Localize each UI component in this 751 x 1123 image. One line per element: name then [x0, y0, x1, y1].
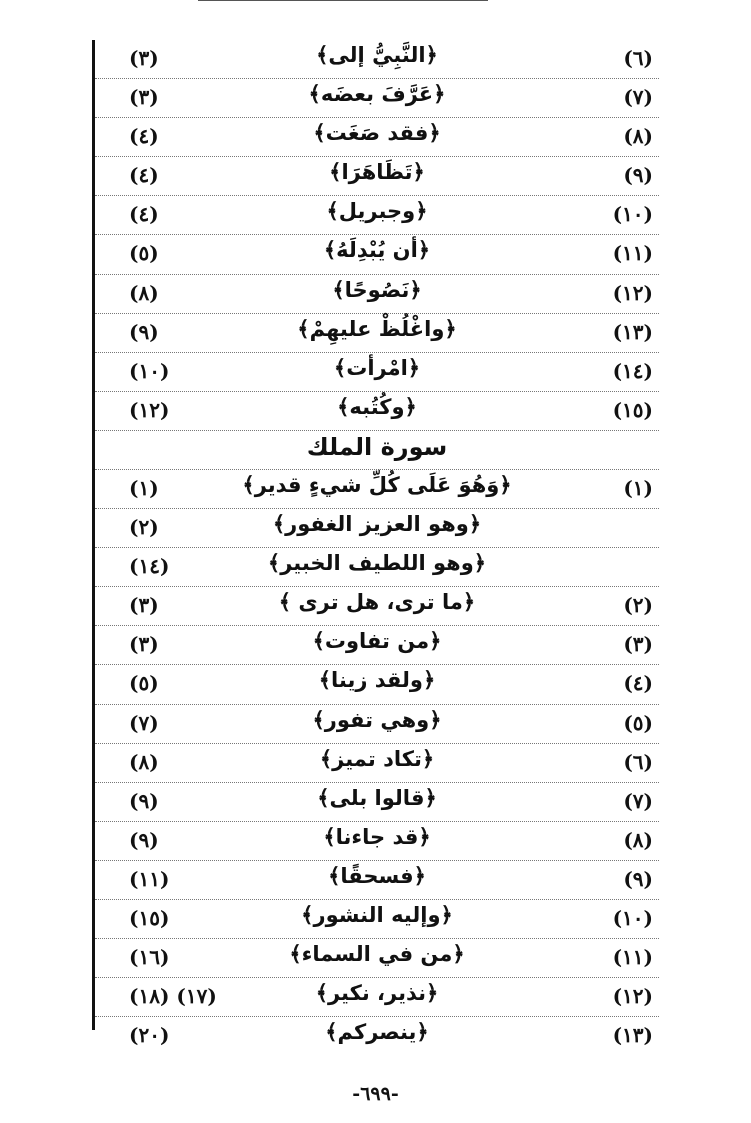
index-row [95, 665, 659, 704]
index-row [95, 939, 659, 978]
verse-number: (١١) [612, 945, 653, 970]
reference-number: (١٧) (١٨) [129, 984, 217, 1009]
verse-text: ﴿تكاد تميز﴾ [319, 746, 435, 771]
verse-text: ﴿أن يُبْدِلَهُ﴾ [323, 238, 431, 263]
reference-number: (٤) [129, 163, 159, 188]
index-group-tahrim [95, 40, 659, 431]
index-row [95, 275, 659, 314]
verse-text: ﴿قالوا بلى﴾ [317, 785, 437, 810]
reference-number: (١٠) [129, 358, 170, 383]
verse-text: ﴿وهو العزيز الغفور﴾ [272, 512, 482, 537]
reference-number: (١١) [129, 866, 170, 891]
reference-number: (٩) [129, 319, 159, 344]
reference-number: (٣) [129, 632, 159, 657]
index-group-mulk [95, 470, 659, 1055]
verse-text: ﴿فقد صَغَت﴾ [313, 121, 441, 146]
verse-number: (٥) [623, 710, 653, 735]
index-table [95, 40, 659, 1055]
verse-text: ﴿وجبريل﴾ [326, 199, 428, 224]
verse-text: ﴿فسحقًا﴾ [328, 863, 426, 888]
verse-text: ﴿وهي تفور﴾ [312, 707, 442, 732]
verse-number: (١٠) [612, 905, 653, 930]
index-row [95, 587, 659, 626]
verse-number: (١٢) [612, 984, 653, 1009]
reference-number: (٥) [129, 671, 159, 696]
verse-number: (٩) [623, 163, 653, 188]
index-row [95, 196, 659, 235]
reference-number: (٥) [129, 241, 159, 266]
index-row [95, 861, 659, 900]
verse-text: ﴿وهو اللطيف الخبير﴾ [267, 551, 487, 576]
index-row [95, 235, 659, 274]
verse-text: ﴿ما ترى، هل ترى ﴾ [278, 590, 476, 615]
index-row [95, 157, 659, 196]
reference-number: (٨) [129, 280, 159, 305]
verse-text: ﴿وكُتُبه﴾ [337, 394, 417, 419]
reference-number: (٩) [129, 827, 159, 852]
index-row [95, 822, 659, 861]
index-row [95, 1017, 659, 1055]
page-number: -٦٩٩- [352, 1083, 399, 1105]
verse-text: ﴿واغْلُظْ عليهِمْ﴾ [297, 316, 457, 341]
index-row [95, 978, 659, 1017]
verse-number: (٨) [623, 124, 653, 149]
index-row [95, 118, 659, 157]
verse-number: (١٣) [612, 1023, 653, 1048]
index-row [95, 392, 659, 431]
verse-number: (٧) [623, 85, 653, 110]
verse-text: ﴿قد جاءنا﴾ [323, 824, 431, 849]
verse-number: (١١) [612, 241, 653, 266]
verse-text: ﴿وإليه النشور﴾ [301, 902, 453, 927]
index-row [95, 40, 659, 79]
index-row [95, 705, 659, 744]
reference-number: (٩) [129, 788, 159, 813]
top-rule [198, 0, 488, 1]
verse-number: (٩) [623, 866, 653, 891]
verse-text: ﴿نذير، نكير﴾ [315, 981, 439, 1006]
verse-text: ﴿من تفاوت﴾ [312, 629, 442, 654]
verse-number: (١٥) [612, 397, 653, 422]
index-row [95, 509, 659, 548]
reference-number: (١٦) [129, 945, 170, 970]
reference-number: (٨) [129, 749, 159, 774]
reference-number: (٤) [129, 124, 159, 149]
surah-heading-row [95, 431, 659, 470]
verse-number: (١٢) [612, 280, 653, 305]
verse-number: (١٣) [612, 319, 653, 344]
verse-text: ﴿تَظَاهَرَا﴾ [329, 160, 425, 185]
verse-text: ﴿النَّبِيُّ إلى﴾ [316, 43, 438, 67]
index-row [95, 470, 659, 509]
reference-number: (٣) [129, 85, 159, 110]
verse-number: (١٤) [612, 358, 653, 383]
verse-text: ﴿من في السماء﴾ [289, 942, 465, 967]
index-row [95, 314, 659, 353]
verse-number: (٢) [623, 593, 653, 618]
verse-text: ﴿نَصُوحًا﴾ [332, 277, 422, 302]
verse-number: (٦) [623, 749, 653, 774]
reference-number: (٢٠) [129, 1023, 170, 1048]
reference-number: (٣) [129, 46, 159, 70]
verse-text: ﴿وَهُوَ عَلَى كُلِّ شيءٍ قدير﴾ [242, 472, 512, 497]
index-row [95, 900, 659, 939]
verse-text: ﴿ينصركم﴾ [325, 1020, 429, 1045]
index-row [95, 353, 659, 392]
reference-number: (١) [129, 475, 159, 500]
index-row [95, 783, 659, 822]
reference-number: (١٢) [129, 397, 170, 422]
reference-number: (٧) [129, 710, 159, 735]
verse-number: (٣) [623, 632, 653, 657]
verse-number: (٨) [623, 827, 653, 852]
verse-text: ﴿ولقد زينا﴾ [318, 668, 436, 693]
verse-number: (١٠) [612, 202, 653, 227]
reference-number: (١٤) [129, 554, 170, 579]
index-row [95, 744, 659, 783]
reference-number: (١٥) [129, 905, 170, 930]
verse-text: ﴿عَرَّفَ بعضَه﴾ [308, 82, 446, 107]
reference-number: (٢) [129, 515, 159, 540]
surah-heading: سورة الملك [306, 432, 448, 461]
verse-text: ﴿امْرأت﴾ [333, 355, 421, 380]
index-row [95, 548, 659, 587]
index-row [95, 79, 659, 118]
verse-number: (٧) [623, 788, 653, 813]
verse-number: (٤) [623, 671, 653, 696]
verse-number: (٦) [623, 46, 653, 70]
verse-number: (١) [623, 475, 653, 500]
reference-number: (٤) [129, 202, 159, 227]
index-row [95, 626, 659, 665]
reference-number: (٣) [129, 593, 159, 618]
